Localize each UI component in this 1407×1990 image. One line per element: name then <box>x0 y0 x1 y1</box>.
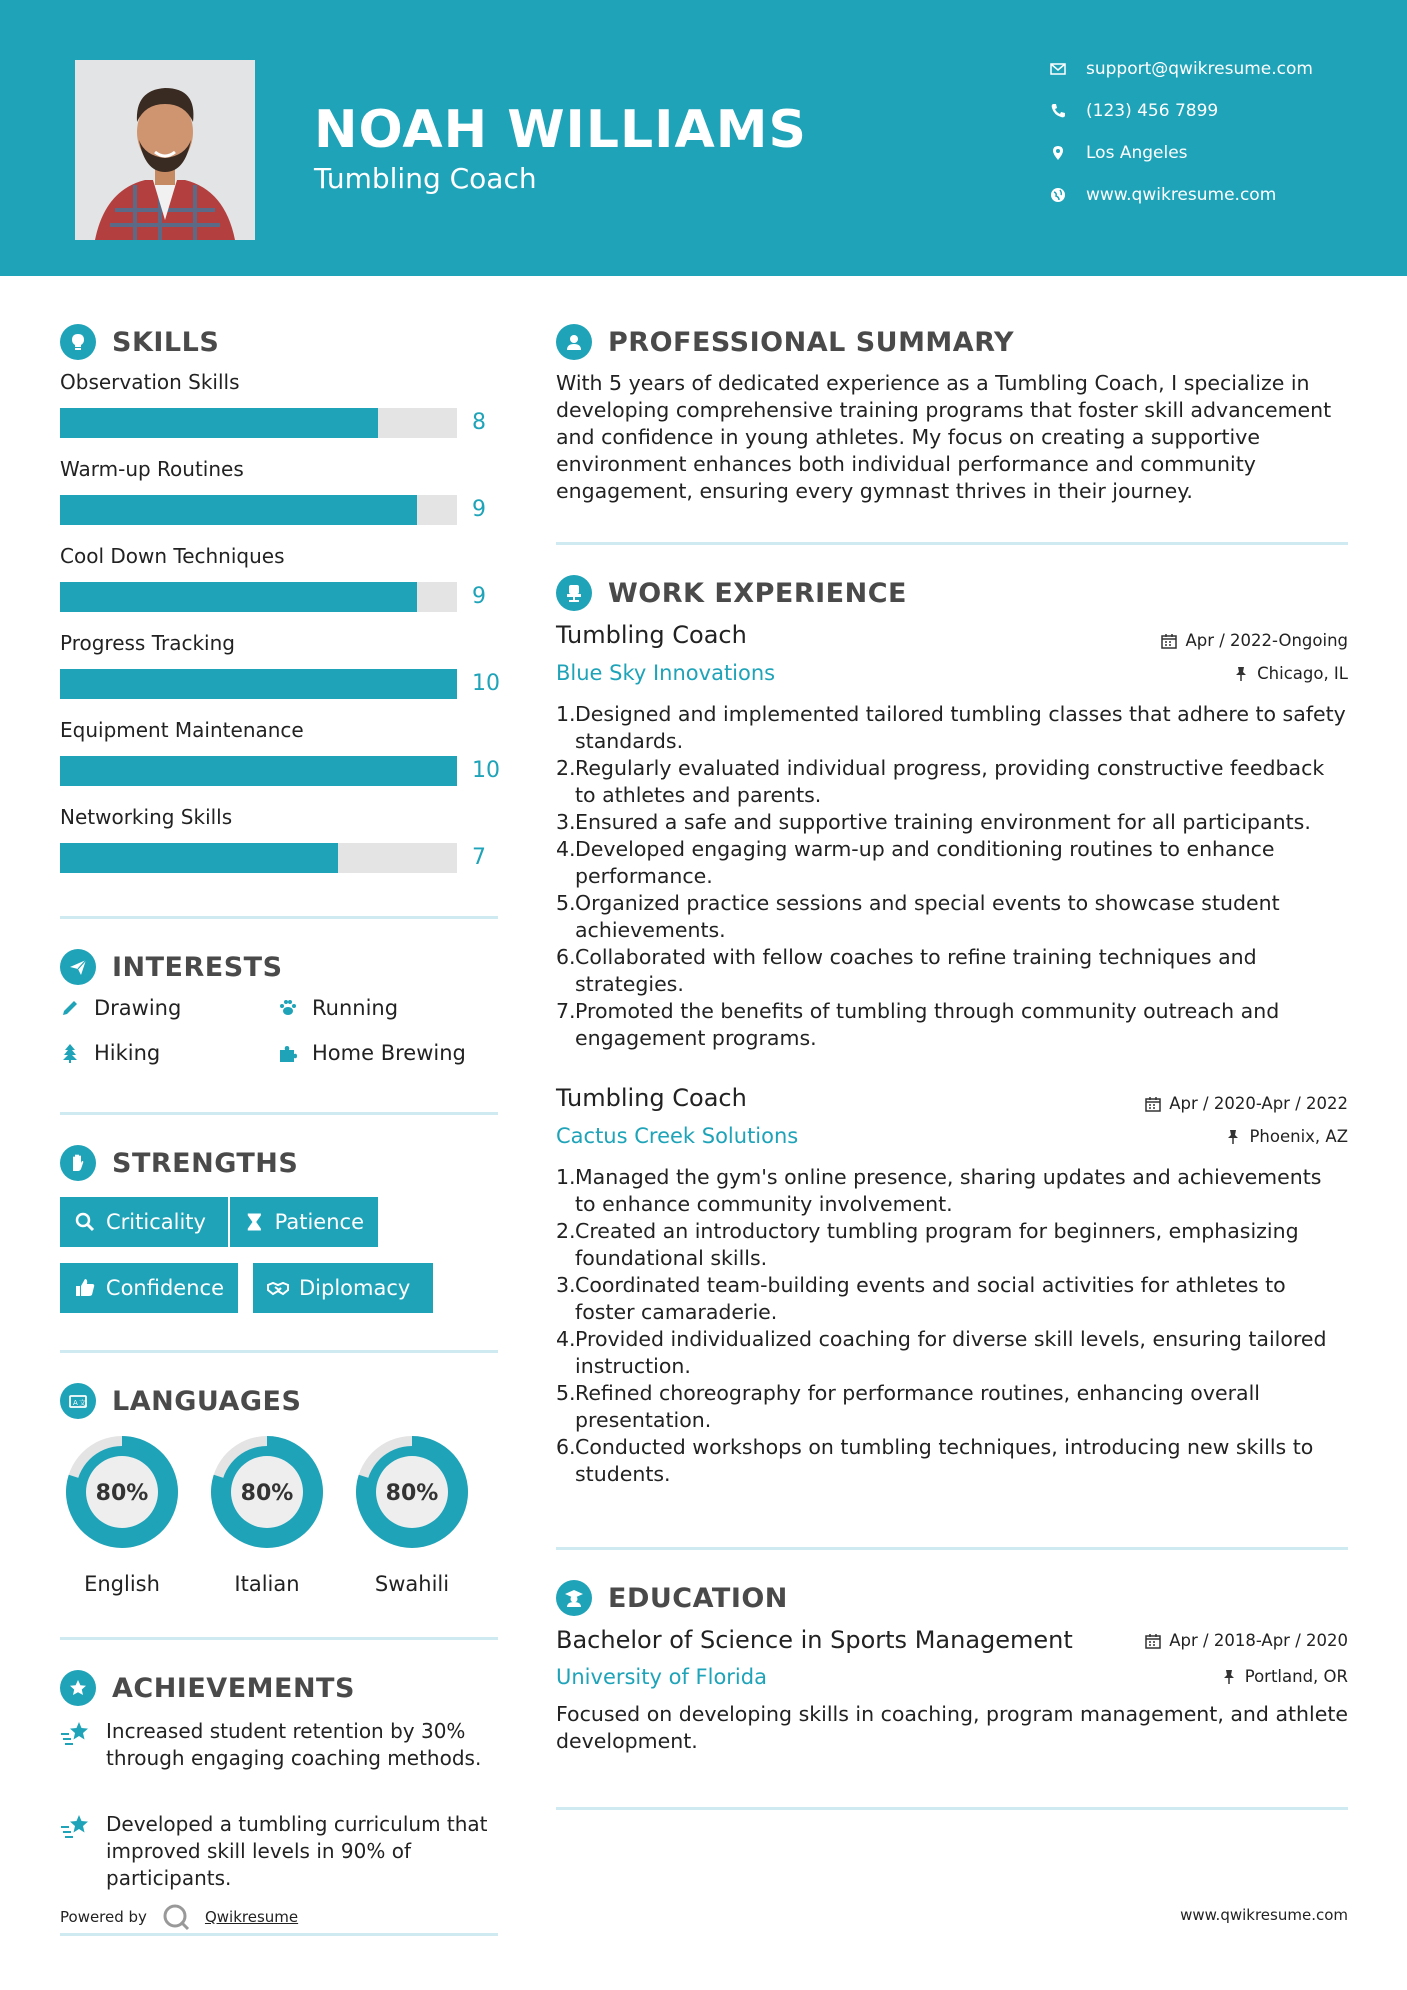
hourglass-icon <box>244 1211 265 1233</box>
contact-website[interactable] <box>1050 182 1276 208</box>
job-company: Blue Sky Innovations <box>556 661 776 685</box>
achievement-item <box>60 1811 498 1892</box>
achievement-item <box>60 1718 498 1772</box>
job-location <box>1233 664 1348 683</box>
bullet-text: Conducted workshops on tumbling techniques, introducing new skills to students. <box>575 1435 1314 1486</box>
bullet-number: 1. <box>556 1165 576 1189</box>
pushpin-icon <box>1225 1129 1241 1145</box>
languages-title: LANGUAGES <box>112 1385 302 1417</box>
section-divider <box>60 1350 498 1353</box>
language-progress-ring <box>205 1430 329 1554</box>
job-company: Cactus Creek Solutions <box>556 1124 799 1148</box>
strength-chip <box>253 1263 433 1313</box>
skill-value: 10 <box>472 671 500 696</box>
education-location-text: Portland, OR <box>1244 1667 1348 1686</box>
job-bullet <box>556 890 1348 944</box>
education-heading <box>556 1580 788 1616</box>
job-title: Tumbling Coach <box>556 1084 747 1112</box>
paw-icon <box>278 998 298 1018</box>
language-percent: 80% <box>95 1481 149 1506</box>
strength-label: Confidence <box>105 1276 224 1300</box>
skill-bar-track <box>60 408 457 438</box>
bullet-text: Organized practice sessions and special events to showcase student achievements. <box>575 891 1280 942</box>
calendar-icon <box>1145 1633 1161 1649</box>
section-divider <box>60 1637 498 1640</box>
bullet-text: Designed and implemented tailored tumbling classes that adhere to safety standards. <box>575 702 1346 753</box>
bullet-number: 6. <box>556 945 576 969</box>
bullet-number: 2. <box>556 756 576 780</box>
job-bullet <box>556 1434 1348 1488</box>
job-location <box>1225 1127 1348 1146</box>
location-pin-icon <box>1050 145 1066 161</box>
interest-item <box>60 996 181 1020</box>
contact-website-text: www.qwikresume.com <box>1086 185 1277 205</box>
job-bullet <box>556 1164 1348 1218</box>
job-bullet-list <box>556 701 1348 1052</box>
section-divider <box>556 1547 1348 1550</box>
candidate-name: NOAH WILLIAMS <box>314 100 807 160</box>
summary-title: PROFESSIONAL SUMMARY <box>608 326 1015 358</box>
education-dates-text: Apr / 2018-Apr / 2020 <box>1169 1631 1348 1650</box>
job-bullet <box>556 836 1348 890</box>
bullet-text: Created an introductory tumbling program for beginners, emphasizing foundational skills. <box>575 1219 1299 1270</box>
language-item <box>205 1430 329 1596</box>
skill-bar-track <box>60 582 457 612</box>
bullet-text: Developed engaging warm-up and conditioning routines to enhance performance. <box>575 837 1275 888</box>
job-location-text: Phoenix, AZ <box>1249 1127 1348 1146</box>
bullet-number: 5. <box>556 891 576 915</box>
bullet-number: 4. <box>556 837 576 861</box>
skill-value: 10 <box>472 758 500 783</box>
job-bullet <box>556 755 1348 809</box>
education-school: University of Florida <box>556 1665 767 1689</box>
section-divider <box>556 542 1348 545</box>
achievement-text: Developed a tumbling curriculum that improved skill levels in 90% of participants. <box>106 1812 488 1890</box>
bullet-text: Promoted the benefits of tumbling through community outreach and engagement programs. <box>575 999 1280 1050</box>
achievements-title: ACHIEVEMENTS <box>112 1672 355 1704</box>
bullet-text: Refined choreography for performance routines, enhancing overall presentation. <box>575 1381 1260 1432</box>
interest-item <box>60 1041 160 1065</box>
resume-header <box>0 0 1407 276</box>
language-percent: 80% <box>385 1481 439 1506</box>
shooting-star-icon <box>60 1720 92 1748</box>
bullet-text: Ensured a safe and supportive training environment for all participants. <box>575 810 1311 834</box>
strengths-heading <box>60 1145 298 1181</box>
job-bullet <box>556 1218 1348 1272</box>
interests-heading <box>60 949 283 985</box>
bullet-text: Provided individualized coaching for diverse skill levels, ensuring tailored instruction. <box>575 1327 1327 1378</box>
contact-location-text: Los Angeles <box>1086 143 1188 163</box>
star-badge-icon <box>60 1670 96 1706</box>
skill-bar-fill <box>60 756 457 786</box>
skill-bar-track <box>60 669 457 699</box>
contact-email-text: support@qwikresume.com <box>1086 59 1313 79</box>
strength-chip <box>230 1197 378 1247</box>
skill-label: Warm-up Routines <box>60 457 244 481</box>
education-degree: Bachelor of Science in Sports Management <box>556 1626 1073 1654</box>
job-bullet <box>556 944 1348 998</box>
shooting-star-icon <box>60 1813 92 1841</box>
skill-bar-fill <box>60 582 417 612</box>
skill-label: Networking Skills <box>60 805 233 829</box>
skill-bar-track <box>60 495 457 525</box>
interest-item <box>278 1041 466 1065</box>
education-title: EDUCATION <box>608 1582 788 1614</box>
job-bullet <box>556 701 1348 755</box>
section-divider <box>60 916 498 919</box>
language-item <box>60 1430 184 1596</box>
contact-location <box>1050 140 1188 166</box>
bullet-text: Managed the gym's online presence, sharing updates and achievements to enhance community involvement. <box>575 1165 1322 1216</box>
interests-title: INTERESTS <box>112 951 283 983</box>
skill-bar-track <box>60 843 457 873</box>
education-location <box>1221 1667 1348 1686</box>
pushpin-icon <box>1233 666 1249 682</box>
puzzle-icon <box>278 1043 298 1063</box>
skill-label: Progress Tracking <box>60 631 235 655</box>
language-name: Swahili <box>374 1572 450 1596</box>
language-name: Italian <box>234 1572 300 1596</box>
portrait-image <box>75 60 255 240</box>
powered-by <box>60 1902 298 1932</box>
skill-label: Cool Down Techniques <box>60 544 285 568</box>
pencil-icon <box>60 998 80 1018</box>
svg-text:文: 文 <box>79 1399 86 1407</box>
skill-bar-fill <box>60 843 338 873</box>
thumbs-up-icon <box>74 1277 96 1299</box>
education-dates <box>1145 1631 1348 1650</box>
bullet-number: 3. <box>556 1273 576 1297</box>
tree-icon <box>60 1043 80 1063</box>
education-description: Focused on developing skills in coaching, program management, and athlete development. <box>556 1702 1349 1753</box>
pushpin-icon <box>1221 1669 1237 1685</box>
language-percent: 80% <box>240 1481 294 1506</box>
job-dates-text: Apr / 2020-Apr / 2022 <box>1169 1094 1348 1113</box>
skill-label: Observation Skills <box>60 370 240 394</box>
calendar-icon <box>1145 1096 1161 1112</box>
strength-label: Diplomacy <box>299 1276 411 1300</box>
job-bullet <box>556 998 1348 1052</box>
svg-text:A: A <box>73 1399 78 1407</box>
strength-label: Criticality <box>106 1210 206 1234</box>
language-progress-ring <box>60 1430 184 1554</box>
language-progress-ring <box>350 1430 474 1554</box>
skill-bar-track <box>60 756 457 786</box>
contact-phone-text: (123) 456 7899 <box>1086 101 1219 121</box>
skill-value: 9 <box>472 497 486 522</box>
bullet-text: Coordinated team-building events and social activities for athletes to foster camaraderie. <box>575 1273 1286 1324</box>
section-divider <box>556 1807 1348 1810</box>
bullet-number: 3. <box>556 810 576 834</box>
interest-label: Hiking <box>94 1041 161 1065</box>
interest-label: Drawing <box>94 996 182 1020</box>
section-divider <box>60 1112 498 1115</box>
job-bullet-list <box>556 1164 1348 1488</box>
experience-heading <box>556 575 907 611</box>
powered-by-brand-link[interactable]: Qwikresume <box>204 1908 299 1926</box>
skill-value: 9 <box>472 584 486 609</box>
job-dates <box>1145 1094 1348 1113</box>
lightbulb-icon <box>60 324 96 360</box>
bullet-text: Collaborated with fellow coaches to refine training techniques and strategies. <box>575 945 1257 996</box>
skills-heading <box>60 324 219 360</box>
achievement-text: Increased student retention by 30% through engaging coaching methods. <box>106 1719 482 1770</box>
job-dates <box>1161 631 1348 650</box>
office-chair-icon <box>556 575 592 611</box>
strength-chip <box>60 1263 238 1313</box>
experience-title: WORK EXPERIENCE <box>608 577 907 609</box>
bullet-number: 4. <box>556 1327 576 1351</box>
job-title: Tumbling Coach <box>556 621 747 649</box>
summary-text: With 5 years of dedicated experience as a Tumbling Coach, I specialize in developing comprehensive training programs that foster skill advancement and confidence in young athletes. My focus on creating a supportive environment enhances both individual performance and community engagement, ensuring every gymnast thrives in their journey. <box>556 371 1332 503</box>
hand-icon <box>60 1145 96 1181</box>
strengths-title: STRENGTHS <box>112 1147 299 1179</box>
user-icon <box>556 324 592 360</box>
job-bullet <box>556 1326 1348 1380</box>
language-name: English <box>84 1572 160 1596</box>
language-item <box>350 1430 474 1596</box>
bullet-number: 2. <box>556 1219 576 1243</box>
achievements-heading <box>60 1670 355 1706</box>
bullet-text: Regularly evaluated individual progress, providing constructive feedback to athletes and parents. <box>575 756 1325 807</box>
bullet-number: 7. <box>556 999 576 1023</box>
candidate-title: Tumbling Coach <box>314 162 537 195</box>
paper-plane-icon <box>60 949 96 985</box>
strength-chip <box>60 1197 228 1247</box>
job-location-text: Chicago, IL <box>1257 664 1348 683</box>
bullet-number: 5. <box>556 1381 576 1405</box>
skill-value: 8 <box>472 410 486 435</box>
bullet-number: 6. <box>556 1435 576 1459</box>
footer-website[interactable]: www.qwikresume.com <box>1180 1906 1348 1924</box>
job-dates-text: Apr / 2022-Ongoing <box>1185 631 1348 650</box>
qwikresume-logo-icon <box>161 1902 191 1932</box>
languages-heading <box>60 1383 301 1419</box>
section-divider <box>60 1933 498 1936</box>
contact-email[interactable] <box>1050 56 1313 82</box>
skills-title: SKILLS <box>112 326 220 358</box>
language-card-icon <box>60 1383 96 1419</box>
globe-icon <box>1050 187 1066 203</box>
envelope-icon <box>1050 61 1066 77</box>
job-bullet <box>556 809 1348 836</box>
search-icon <box>74 1211 96 1233</box>
interest-item <box>278 996 398 1020</box>
summary-heading <box>556 324 1014 360</box>
skill-bar-fill <box>60 669 457 699</box>
interest-label: Home Brewing <box>312 1041 466 1065</box>
interest-label: Running <box>312 996 399 1020</box>
contact-phone[interactable] <box>1050 98 1218 124</box>
handshake-icon <box>267 1277 289 1299</box>
job-bullet <box>556 1272 1348 1326</box>
phone-icon <box>1050 103 1066 119</box>
graduate-icon <box>556 1580 592 1616</box>
skill-value: 7 <box>472 845 486 870</box>
job-bullet <box>556 1380 1348 1434</box>
skill-label: Equipment Maintenance <box>60 718 304 742</box>
bullet-number: 1. <box>556 702 576 726</box>
profile-photo <box>75 60 255 240</box>
skill-bar-fill <box>60 408 378 438</box>
powered-by-label: Powered by <box>60 1908 147 1926</box>
skill-bar-fill <box>60 495 417 525</box>
strength-label: Patience <box>274 1210 364 1234</box>
calendar-icon <box>1161 633 1177 649</box>
